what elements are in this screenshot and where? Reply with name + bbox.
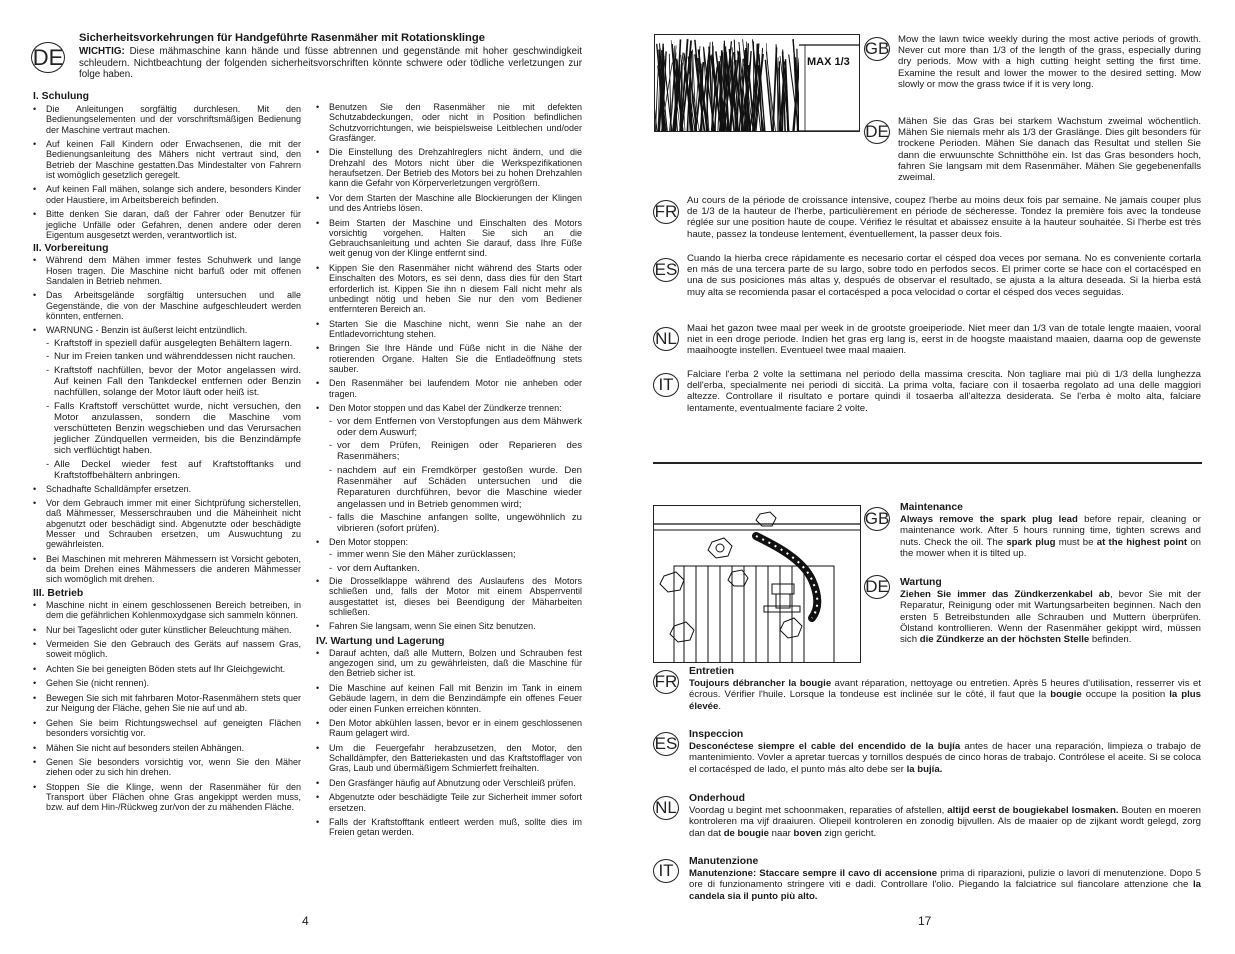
spark-plug-icon [654,506,860,662]
maintenance-title: Inspeccion [689,729,744,740]
maintenance-storage-list [316,648,582,838]
maintenance-title: Onderhoud [689,793,745,804]
list-item: • Den Motor stoppen: - immer wenn Sie den Mäher zurücklassen; - vor dem Auftanken. [316,537,582,574]
section-divider [653,462,1202,464]
list-item: • Bei Maschinen mit mehreren Mähmessern ist Vorsicht geboten, da beim Drehen eines Mähmessers die anderen Mähmesser sich womöglich mit drehen. [33,554,301,585]
page-title: Sicherheitsvorkehrungen für Handgeführte Rasenmäher mit Rotationsklinge [79,32,485,44]
page-number-right: 17 [918,914,932,928]
section-title-training: I. Schulung [33,91,89,102]
list-item: • Vor dem Gebrauch immer mit einer Sichtprüfung sicherstellen, daß Mähmesser, Messerschrauben und die Mäheinheit nicht abgenutzt oder beschädigt sind. Abgenutzte oder beschädigte Messer und Schrauben ersetzen, um Auswuchtung zu gewährleisten. [33,498,301,549]
sub-item: - vor dem Auftanken. [316,563,582,574]
section-title-operation: III. Betrieb [33,587,84,599]
sub-item: - Kraftstoff nachfüllen, bevor der Motor angelassen wird. Auf keinen Fall den Tankdeckel entfernen oder Benzin nachfüllen, solange der Motor läuft oder heiß ist. [33,365,301,399]
list-item: • Fahren Sie langsam, wenn Sie einen Sitz benutzen. [316,621,582,631]
sub-item: - Nur im Freien tanken und währenddessen nicht rauchen. [33,351,301,362]
mow-text-fr: Au cours de la période de croissance intensive, coupez l'herbe au moins deux fois par semaine. Ne jamais couper plus de 1/3 de la hauteur de l'herbe, particulièrement en période de sécheresse. Tondez la première fois avec la tondeuse réglée sur une position haute de coupe. Vérifiez le résultat et abaissez ensuite à la hauteur souhaitée. Si l'herbe est très haute, passez la tondeuse lentement, éventuellement, la passer deux fois. [687,195,1201,240]
list-item: • Schadhafte Schalldämpfer ersetzen. [33,484,301,494]
list-item: • Benutzen Sie den Rasenmäher nie mit defekten Schutzabdeckungen, oder nicht in Position befindlichen Schutzvorrichtungen, wie beispielsweise Leitblechen und/oder Grasfänger. [316,102,582,143]
maintenance-block-nl: Onderhoud Voordag u begint met schoonmaken, reparaties of afstellen, altijd eerst de bougiekabel losmaken. Bouten en moeren kontroleren ma vijf draaiuren. Oliepeil kontroleren en zonodig bijvullen. Als de maaier op de zijkant wordt gelegd, zorg dan dat de bougie naar boven zign gericht. [689,793,1201,839]
list-item: • Den Grasfänger häufig auf Abnutzung oder Verschleiß prüfen. [316,778,582,788]
sub-item: - immer wenn Sie den Mäher zurücklassen; [316,549,582,560]
list-item: • Genen Sie besonders vorsichtig vor, wenn Sie den Mäher ziehen oder zu sich hin drehen. [33,757,301,778]
mow-text-es: Cuando la hierba crece rápidamente es necesario cortar el césped doa veces por semana. No es conveniente cortarla en más de una tercera parte de su largo, sobre todo en perfodos secos. El primer corte se hace con el cortacésped en una de sus posiciones más altas y, después de observar el resultado, se ajusta a la altura deseada. Si la hierba está muy alta se recomienda pasar el cortacésped a poca velocidad o cortar el césped dos veces seguidas. [687,253,1201,298]
language-badge-nl: NL [653,796,679,820]
grass-icon [655,35,859,131]
training-list [33,104,301,240]
list-item: • Die Maschine auf keinen Fall mit Benzin im Tank in einem Gebäude lagern, in dem die Benzindämpfe ein offenes Feuer oder einen Funken erreichen könnten. [316,683,582,714]
language-badge-gb: GB [864,507,890,531]
list-item: • Stoppen Sie die Klinge, wenn der Rasenmäher für den Transport über Flächen ohne Gras angekippt werden muss, bzw. auf dem Hin-/Rückweg zur/von der zu mähenden Fläche. [33,782,301,813]
maintenance-block-es: Inspeccion Desconéctese siempre el cable del encendido de la bujía antes de hacer una reparación, limpieza o trabajo de mantenimiento. Vovler a apretar tuercas y tornillos después de cinco horas de trabajo. Contrólese el aceite. Si se coloca el cortacésped de lado, el punto más alto debe ser la bujía. [689,729,1201,775]
sub-item: - Falls Kraftstoff verschüttet wurde, nicht versuchen, den Motor anzulassen, sondern die Maschine vom verschütteten Benzin wegschieben und das Verursachen jeglicher Zündquellen vermeiden, bis die Benzindämpfe sich verflüchtigt haben. [33,401,301,457]
left-column [33,91,301,817]
list-item: • Auf keinen Fall Kindern oder Erwachsenen, die mit der Bedienungsanleitung des Mähers nicht vertraut sind, den Betrieb der Maschine gestatten.Das Mindestalter von Fahrern ist womöglich gesetzlich geregelt. [33,139,301,180]
preparation-list [33,255,301,584]
stop-engine-sublist [316,416,582,535]
language-badge-es: ES [653,732,679,756]
list-item: • Starten Sie die Maschine nicht, wenn Sie nahe an der Entladevorrichtung stehen. [316,319,582,340]
maintenance-block-gb: Maintenance Always remove the spark plug lead before repair, cleaning or maintenance work. After 5 hours running time, tighten screws and nuts. Check the oil. The spark plug must be at the highest point on the mower when it is tilted up. [900,502,1201,559]
list-item: • Nur bei Tageslicht oder guter künstlicher Beleuchtung mähen. [33,625,301,635]
sub-item: - Kraftstoff in speziell dafür ausgelegten Behältern lagern. [33,338,301,349]
list-item: • Bitte denken Sie daran, daß der Fahrer oder Benutzer für jegliche Unfälle oder Gefahren, denen andere oder deren Eigentum ausgesetzt werden, verantwortlich ist. [33,209,301,240]
list-item: • Vor dem Starten der Maschine alle Blockierungen der Klingen und des Antriebs lösen. [316,193,582,214]
sub-item: - vor dem Entfernen von Verstopfungen aus dem Mähwerk oder dem Auswurf; [316,416,582,438]
operation-list [33,600,301,813]
maintenance-block-de: Wartung Ziehen Sie immer das Zündkerzenkabel ab, bevor Sie mit der Reparatur, Reinigung oder mit Wartungsarbeiten beginnen. Nach den ersten 5 Betreibstunden alle Schrauben und Muttern überprüfen. Ölstand kontrollieren. Wenn der Rasenmäher gekippt wird, müssen sich die Zündkerze an der höchsten Stelle befinden. [900,577,1201,646]
list-item: • Gehen Sie (nicht rennen). [33,678,301,688]
language-badge-fr: FR [653,670,679,694]
fuel-sublist [33,338,301,482]
maintenance-title: Maintenance [900,502,963,513]
list-item: • WARNUNG - Benzin ist äußerst leicht entzündlich. - Kraftstoff in speziell dafür ausgelegten Behältern lagern. - Nur im Freien tanken und währenddessen nicht rauchen. - Kraftstoff nachfüllen, bevor der Motor angelassen wird. Auf keinen Fall den Tankdeckel entfernen oder Benzin nachfüllen, solange der Motor läuft oder heiß ist. - Falls Kraftstoff verschüttet wurde, nicht versuchen, den Motor anzulassen, sondern die Maschine vom verschütteten Benzin wegschieben und das Verursachen jeglicher Zündquellen vermeiden, bis die Benzindämpfe sich verflüchtigt haben. - Alle Deckel wieder fest auf Kraftstofftanks und Kraftstoffbehältern anbringen. [33,325,301,481]
language-badge-it: IT [653,859,679,883]
list-item: • Den Motor abkühlen lassen, bevor er in einem geschlossenen Raum gelagert wird. [316,718,582,739]
list-item: • Achten Sie bei geneigten Böden stets auf Ihr Gleichgewicht. [33,664,301,674]
list-item: • Gehen Sie beim Richtungswechsel auf geneigten Flächen besonders vorsichtig vor. [33,718,301,739]
language-badge-fr: FR [653,200,679,224]
mow-text-it: Falciare l'erba 2 volte la settimana nel periodo della massima crescita. Non tagliare mai più di 1/3 della lunghezza dell'erba, specialmente nei periodi di siccità. La prima volta, faciare con il tosaerba regolato ad una delle maggiori altezze. Controllare il risultato e portare quindi il tosaerba all'altezza desiderata. Se l'erba è molto alta, falciare lentamente, eventualmente faciare 2 volte. [687,369,1201,414]
list-item: • Während dem Mähen immer festes Schuhwerk und lange Hosen tragen. Die Maschine nicht barfuß oder mit offenen Sandalen in Betrieb nehmen. [33,255,301,286]
list-item: • Mähen Sie nicht auf besonders steilen Abhängen. [33,743,301,753]
language-badge-de: DE [31,42,65,73]
max-cut-label: MAX 1/3 [807,56,850,68]
language-badge-de: DE [864,120,890,144]
language-badge-es: ES [653,258,679,282]
warning-paragraph [79,46,582,81]
list-item: • Darauf achten, daß alle Muttern, Bolzen und Schrauben fest angezogen sind, um zu gewährleisten, daß die Maschine für den Betrieb sicher ist. [316,648,582,679]
sub-item: - falls die Maschine anfangen sollte, ungewöhnlich zu vibrieren (sofort prüfen). [316,512,582,534]
operation-list-continued [316,102,582,632]
mow-text-nl: Maai het gazon twee maal per week in de grootste groeiperiode. Niet meer dan 1/3 van de totale lengte maaien, vooral niet in een droge periode. Indien het gras erg lang is, eerst in de hoogste maaistand maaien, daarna oop de gewenste maaihoogte instellen. Eventueel twee maal maaien. [687,323,1201,357]
mow-text-gb: Mow the lawn twice weekly during the most active periods of growth. Never cut more than 1/3 of the length of the grass, especially during dry periods. Mow with a high cutting height setting the first time. Examine the result and lower the mower to the desired setting. Mow slowly or mow the grass twice if it is very long. [898,34,1201,90]
list-item: • Die Anleitungen sorgfältig durchlesen. Mit den Bedienungselementen und der vorschriftsmäßigen Bedienung der Maschine vertraut machen. [33,104,301,135]
list-item: • Beim Starten der Maschine und Einschalten des Motors vorsichtig vorgehen. Halten Sie sich an die Gebrauchsanleitung und achten Sie darauf, dass Ihre Füße weit genug von der Klinge entfernt sind. [316,218,582,259]
maintenance-block-fr: Entretien Toujours débrancher la bougie avant réparation, nettoyage ou entretien. Après 5 heures d'utilisation, resserrer vis et écrous. Vérifier l'huile. Lorsque la tondeuse est inclinée sur le côté, il faut que la bougie occupe la position la plus élevée. [689,666,1202,712]
list-item: • Die Drosselklappe während des Auslaufens des Motors schließen und, falls der Motor mit einem Absperrventil ausgestattet ist, dieses bei Beendigung der Mäharbeiten schließen. [316,576,582,617]
list-item: • Auf keinen Fall mähen, solange sich andere, besonders Kinder oder Haustiere, im Arbeitsbereich befinden. [33,184,301,205]
warning-text: Diese mähmaschine kann hände und füsse abtrennen und gegenstände mit hoher geschwindigkeit schleudern. Nichtbeachtung der folgenden sicherheitsvorschriften könnte schwere oder tödliche verletzungen zur folge haben. [79,46,582,81]
section-title-preparation: II. Vorbereitung [33,243,109,255]
language-badge-de: DE [864,575,890,599]
language-badge-gb: GB [864,37,890,61]
list-item: • Um die Feuergefahr herabzusetzen, den Motor, den Schalldämpfer, den Batteriekasten und das Kraftstofflager von Gras, Laub und übermäßigem Schmierfett freihalten. [316,743,582,774]
list-item: • Abgenutzte oder beschädigte Teile zur Sicherheit immer sofort ersetzen. [316,792,582,813]
sub-item: - vor dem Prüfen, Reinigen oder Reparieren des Rasenmähers; [316,440,582,462]
stop-motor-sublist [316,549,582,574]
list-item: • Bewegen Sie sich mit fahrbaren Motor-Rasenmähern stets quer zur Neigung der Fläche, gehen Sie nie auf und ab. [33,693,301,714]
list-item: • Bringen Sie Ihre Hände und Füße nicht in die Nähe der rotierenden Organe. Halten Sie die Entladeöffnung stets sauber. [316,343,582,374]
list-item: • Maschine nicht in einem geschlossenen Bereich betreiben, in dem die gefährlichen Kohlenmoxydgase sich sammeln können. [33,600,301,621]
engine-illustration [653,505,861,663]
grass-illustration [654,34,860,132]
maintenance-title: Entretien [689,666,735,677]
sub-item: - Alle Deckel wieder fest auf Kraftstofftanks und Kraftstoffbehältern anbringen. [33,459,301,481]
safety-header [79,32,582,81]
maintenance-title: Wartung [900,577,942,588]
list-item: • Die Einstellung des Drehzahlreglers nicht ändern, und die Drehzahl des Motors nicht über die Werkspezifikationen heraufsetzen. Der Betrieb des Motors bei zu hohen Drehzahlen kann die Gefahr von Körperverletzungen vergrößern. [316,147,582,188]
grass-blade [773,47,777,131]
page-number-left: 4 [302,914,309,928]
list-item: • Den Rasenmäher bei laufendem Motor nie anheben oder tragen. [316,378,582,399]
warning-label: WICHTIG: [79,46,125,57]
language-badge-nl: NL [653,327,679,351]
language-badge-it: IT [653,373,679,397]
list-item: • Kippen Sie den Rasenmäher nicht während des Starts oder Einschalten des Motors, es sei denn, dass dies für den Start erforderlich ist. Kippen Sie ihn n diesem Fall nicht mehr als unbedingt nötig und heben Sie nur den vom Bediener entfernteren Bereich an. [316,263,582,314]
sub-item: - nachdem auf ein Fremdkörper gestoßen wurde. Den Rasenmäher auf Schäden untersuchen und die Reparaturen durchführen, bevor die Maschine wieder angelassen und in Betrieb genommen wird; [316,465,582,510]
list-item: • Den Motor stoppen und das Kabel der Zündkerze trennen: - vor dem Entfernen von Verstopfungen aus dem Mähwerk oder dem Auswurf; - vor dem Prüfen, Reinigen oder Reparieren des Rasenmähers; - nachdem auf ein Fremdkörper gestoßen wurde. Den Rasenmäher auf Schäden untersuchen und die Reparaturen durchführen, bevor die Maschine wieder angelassen und in Betrieb genommen wird; - falls die Maschine anfangen sollte, ungewöhnlich zu vibrieren (sofort prüfen). [316,403,582,534]
mow-text-de: Mähen Sie das Gras bei starkem Wachstum zweimal wöchentlich. Mähen Sie niemals mehr als 1/3 der Graslänge. Dies gilt besonders für trockene Perioden. Mähen Sie danach das Resultat und stellen Sie dann die erwuunschte Schnitthöhe ein. Ist das Gras besonders hoch, fahren Sie langsam mit dem Rasenmäher. Mähen Sie gegebenenfalls zweimal. [898,116,1201,184]
maintenance-title: Manutenzione [689,856,759,867]
list-item: • Vermeiden Sie den Gebrauch des Geräts auf nassem Gras, soweit möglich. [33,639,301,660]
list-item: • Falls der Kraftstofftank entleert werden muß, sollte dies im Freien getan werden. [316,817,582,838]
middle-column [316,102,582,842]
maintenance-block-it: Manutenzione Manutenzione: Staccare sempre il cavo di accensione prima di riparazioni, pulizie o lavori di menutenzione. Dopo 5 ore di funzionamento stringere viti e dadi. Controllare l'olio. Piegando la falciatrice sul fiancolare attenzione che la candela sia il punto più alto. [689,856,1202,902]
section-title-maintenance-storage: IV. Wartung und Lagerung [316,635,445,647]
list-item: • Das Arbeitsgelände sorgfältig untersuchen und alle Gegenstände, die von der Maschine aufgeschleudert werden könnten, entfernen. [33,290,301,321]
